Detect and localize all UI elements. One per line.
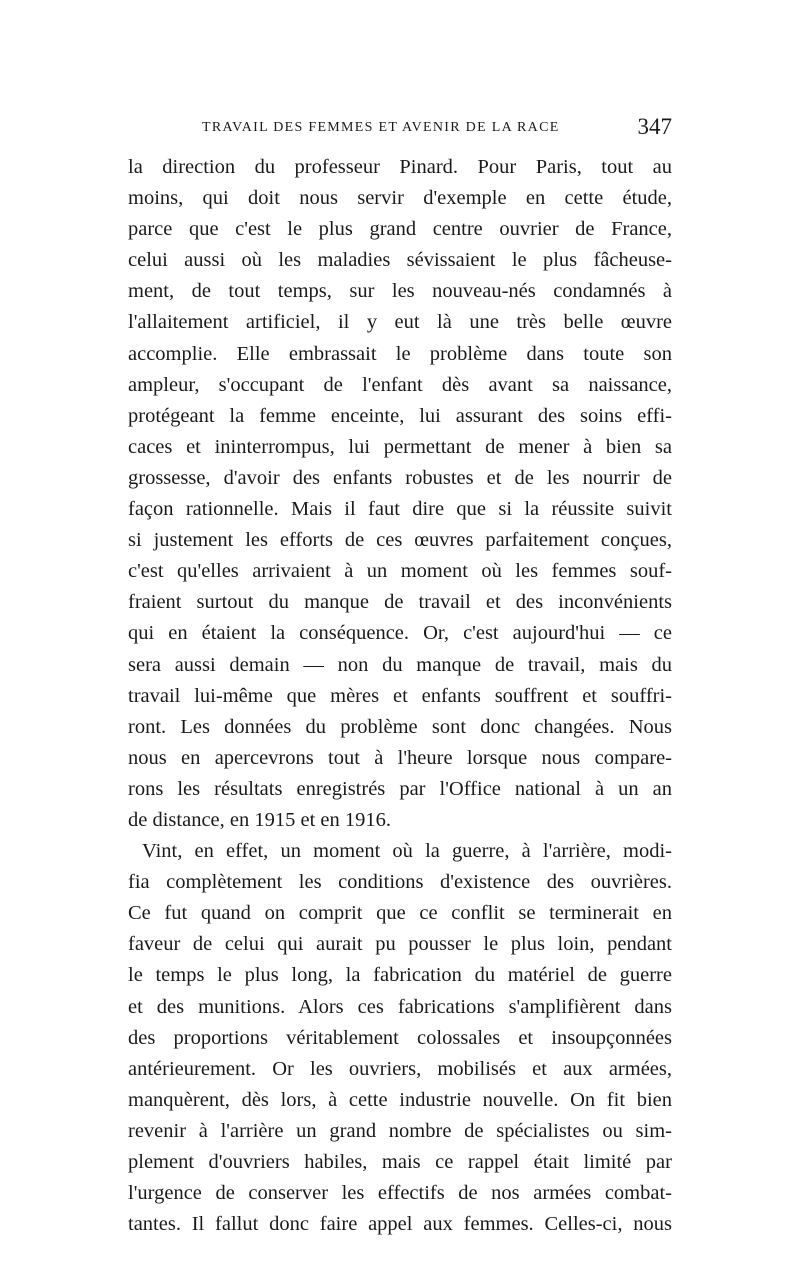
text-line: et des munitions. Alors ces fabrications s'amplifièrent dans <box>128 995 672 1018</box>
text-line: parce que c'est le plus grand centre ouvrier de France, <box>128 218 672 241</box>
running-title: TRAVAIL DES FEMMES ET AVENIR DE LA RACE <box>202 120 560 135</box>
body-text <box>128 152 672 1240</box>
text-line: nous en apercevrons tout à l'heure lorsque nous compare- <box>128 746 672 769</box>
text-line: fia complètement les conditions d'existence des ouvrières. <box>128 871 672 894</box>
text-line: protégeant la femme enceinte, lui assurant des soins effi- <box>128 404 672 427</box>
text-line: Ce fut quand on comprit que ce conflit se terminerait en <box>128 902 672 925</box>
text-line: manquèrent, dès lors, à cette industrie nouvelle. On fit bien <box>128 1088 672 1111</box>
text-line: celui aussi où les maladies sévissaient le plus fâcheuse- <box>128 249 672 272</box>
text-line: façon rationnelle. Mais il faut dire que si la réussite suivit <box>128 498 672 521</box>
text-line: moins, qui doit nous servir d'exemple en cette étude, <box>128 187 672 210</box>
paragraph-start-line: Vint, en effet, un moment où la guerre, à l'arrière, modi- <box>142 840 672 863</box>
text-line: ront. Les données du problème sont donc changées. Nous <box>128 715 672 738</box>
running-head <box>128 110 672 146</box>
text-line: ment, de tout temps, sur les nouveau-nés condamnés à <box>128 280 672 303</box>
text-line: la direction du professeur Pinard. Pour Paris, tout au <box>128 156 672 178</box>
paragraph-end-line: de distance, en 1915 et en 1916. <box>128 808 392 831</box>
text-line: plement d'ouvriers habiles, mais ce rappel était limité par <box>128 1151 672 1173</box>
text-line: qui en étaient la conséquence. Or, c'est aujourd'hui — ce <box>128 622 672 645</box>
text-line: c'est qu'elles arrivaient à un moment où les femmes souf- <box>128 560 672 583</box>
text-line: travail lui-même que mères et enfants souffrent et souffri- <box>128 684 672 707</box>
text-line: revenir à l'arrière un grand nombre de spécialistes ou sim- <box>128 1119 672 1142</box>
text-line: sera aussi demain — non du manque de travail, mais du <box>128 653 672 676</box>
text-line: tantes. Il fallut donc faire appel aux femmes. Celles-ci, nous <box>128 1213 672 1236</box>
text-line: faveur de celui qui aurait pu pousser le plus loin, pendant <box>128 933 672 956</box>
text-line: caces et ininterrompus, lui permettant de mener à bien sa <box>128 435 672 458</box>
text-line: le temps le plus long, la fabrication du matériel de guerre <box>128 964 672 987</box>
text-line: fraient surtout du manque de travail et des inconvénients <box>128 591 672 614</box>
text-line: grossesse, d'avoir des enfants robustes et de les nourrir de <box>128 466 672 489</box>
text-line: l'allaitement artificiel, il y eut là une très belle œuvre <box>128 311 672 334</box>
page-number: 347 <box>637 114 672 139</box>
text-line: l'urgence de conserver les effectifs de nos armées combat- <box>128 1182 672 1205</box>
text-line: rons les résultats enregistrés par l'Office national à un an <box>128 777 672 800</box>
text-line: si justement les efforts de ces œuvres parfaitement conçues, <box>128 529 672 552</box>
text-line: des proportions véritablement colossales et insoupçonnées <box>128 1026 672 1049</box>
text-line: antérieurement. Or les ouvriers, mobilisés et aux armées, <box>128 1057 672 1080</box>
text-line: ampleur, s'occupant de l'enfant dès avant sa naissance, <box>128 373 672 396</box>
text-line: accomplie. Elle embrassait le problème dans toute son <box>128 342 672 365</box>
